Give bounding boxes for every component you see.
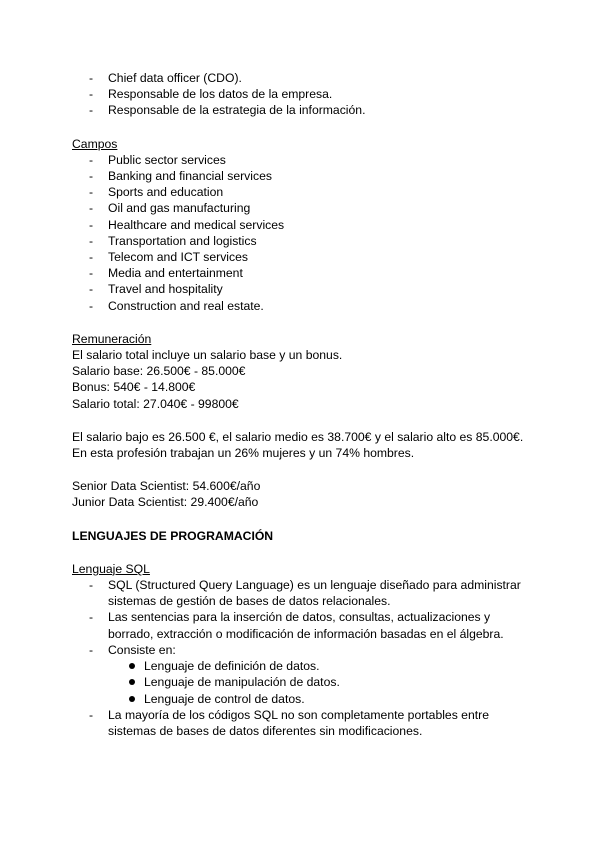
sub-list-item: Lenguaje de manipulación de datos. [108,674,532,690]
sql-list [72,577,532,739]
sub-list-item: Lenguaje de definición de datos. [108,658,532,674]
list-item: - Sports and education [72,184,532,200]
remuneracion-line: El salario total incluye un salario base y un bonus. [72,348,343,363]
list-item: - Healthcare and medical services [72,217,532,233]
list-item: - La mayoría de los códigos SQL no son completamente portables entre sistemas de bases de datos diferentes sin modificaciones. [72,707,532,739]
remuneracion-line: Salario total: 27.040€ - 99800€ [72,396,239,411]
campos-list [72,152,532,314]
senior-salary: Senior Data Scientist: 54.600€/año [72,479,261,494]
section-heading: LENGUAJES DE PROGRAMACIÓN [72,528,274,543]
list-item: - Construction and real estate. [72,298,532,314]
sql-sub-list [108,658,532,707]
junior-salary: Junior Data Scientist: 29.400€/año [72,495,259,510]
list-item: - Transportation and logistics [72,233,532,249]
list-item: - Travel and hospitality [72,281,532,297]
list-item: - Responsable de los datos de la empresa. [72,86,532,102]
salary-paragraph-line: En esta profesión trabajan un 26% mujeres y un 74% hombres. [72,446,415,461]
list-item: - Banking and financial services [72,168,532,184]
role-list [72,70,532,119]
list-item: - Chief data officer (CDO). [72,70,532,86]
remuneracion-line: Bonus: 540€ - 14.800€ [72,380,196,395]
list-item: - Oil and gas manufacturing [72,200,532,216]
campos-title: Campos [72,136,118,151]
list-item: - Las sentencias para la inserción de datos, consultas, actualizaciones y borrado, extracción o modificación de información basadas en el álgebra. [72,609,532,641]
sub-list-item: Lenguaje de control de datos. [108,691,532,707]
remuneracion-line: Salario base: 26.500€ - 85.000€ [72,364,246,379]
sql-title: Lenguaje SQL [72,561,150,576]
list-item: - Telecom and ICT services [72,249,532,265]
document-page [72,70,532,739]
list-item: - Media and entertainment [72,265,532,281]
list-item-text: Consiste en: [108,642,176,657]
remuneracion-title: Remuneración [72,331,152,346]
list-item [72,642,532,707]
list-item: - SQL (Structured Query Language) es un lenguaje diseñado para administrar sistemas de gestión de bases de datos relacionales. [72,577,532,609]
list-item: - Public sector services [72,152,532,168]
list-item: - Responsable de la estrategia de la información. [72,102,532,118]
salary-paragraph-line: El salario bajo es 26.500 €, el salario medio es 38.700€ y el salario alto es 85.000€. [72,429,524,444]
